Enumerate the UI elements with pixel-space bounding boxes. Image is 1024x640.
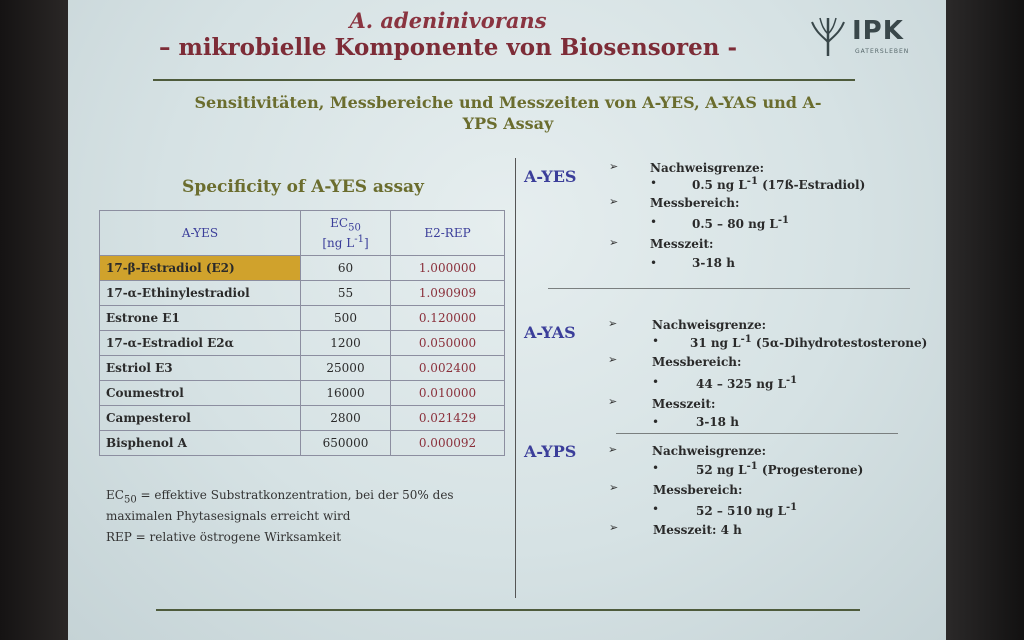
table-row [100,306,505,331]
yes-range-value: 0.5 – 80 ng $L^{-1}$ [692,215,789,231]
rep-value: 0.050000 [391,331,505,356]
yps-time-label: Messzeit: 4 h [653,523,742,537]
bottom-divider [156,609,860,611]
slide-title-line1: A. adeninivorans [349,8,547,33]
table-row [100,381,505,406]
bullet-icon: • [650,256,658,270]
yas-time-value: 3-18 h [696,415,739,429]
compound-name: 17-α-Estradiol E2α [100,331,301,356]
table-row [100,281,505,306]
yes-time-label: Messzeit: [650,237,714,251]
bullet-icon: • [652,375,660,389]
rep-value: 1.090909 [391,281,505,306]
rep-value: 0.120000 [391,306,505,331]
specificity-table [99,210,505,456]
compound-name: 17-α-Ethinylestradiol [100,281,301,306]
rep-value: 0.021429 [391,406,505,431]
table-header-row [100,211,505,256]
assay-label-yas: A-YAS [524,323,576,342]
specificity-title: Specificity of A-YES assay [182,177,424,197]
table-row [100,356,505,381]
top-divider [153,79,855,81]
arrow-icon: ➢ [609,195,619,208]
logo-text: IPK [852,16,904,46]
yes-time-value: 3-18 h [692,256,735,270]
yas-range-value: 44 – 325 ng $L^{-1}$ [696,375,798,391]
compound-name: Bisphenol A [100,431,301,456]
logo-subtext: GATERSLEBEN [855,48,910,55]
arrow-icon: ➢ [608,353,618,366]
ec50-value: 25000 [301,356,391,381]
arrow-icon: ➢ [609,521,619,534]
arrow-icon: ➢ [609,236,619,249]
ec50-value: 16000 [301,381,391,406]
yps-detection-limit-value: 52 ng $L^{-1}$ (Progesterone) [696,461,864,477]
ipk-logo [808,12,932,60]
ec50-value: 2800 [301,406,391,431]
rep-value: 0.010000 [391,381,505,406]
table-row [100,331,505,356]
arrow-icon: ➢ [609,160,619,173]
projection-left-edge [0,0,68,640]
ec50-value: 500 [301,306,391,331]
footnote-rep: REP = relative östrogene Wirksamkeit [106,530,342,544]
subtitle-line2: YPS Assay [462,114,554,133]
arrow-icon: ➢ [608,395,618,408]
projection-right-edge [946,0,1024,640]
rep-value: 0.000092 [391,431,505,456]
ec50-value: 650000 [301,431,391,456]
bullet-icon: • [652,502,660,516]
section-divider [548,288,910,289]
yps-detection-limit-label: Nachweisgrenze: [652,444,767,458]
rep-value: 1.000000 [391,256,505,281]
yas-time-label: Messzeit: [652,397,716,411]
yas-detection-limit-value: 31 ng $L^{-1}$ (5α-Dihydrotestosterone) [690,334,928,350]
yes-detection-limit-label: Nachweisgrenze: [650,161,765,175]
table-row [100,406,505,431]
plant-logo-icon [808,12,848,58]
compound-name: Campesterol [100,406,301,431]
assay-label-yes: A-YES [524,167,577,186]
header-rep: E2-REP [391,211,505,256]
subtitle-line1: Sensitivitäten, Messbereiche und Messzeiten von A-YES, A-YAS und A- [194,93,822,112]
bullet-icon: • [652,415,660,429]
bullet-icon: • [650,215,658,229]
arrow-icon: ➢ [608,317,618,330]
header-compound: A-YES [100,211,301,256]
section-divider [616,433,898,434]
bullet-icon: • [650,176,658,190]
header-ec50: $EC_{50}$ [ng $L^{-1}$] [301,211,391,256]
compound-name: Estriol E3 [100,356,301,381]
yps-range-value: 52 – 510 ng $L^{-1}$ [696,502,798,518]
ec50-value: 1200 [301,331,391,356]
compound-name: 17-β-Estradiol (E2) [100,256,301,281]
ec50-value: 55 [301,281,391,306]
compound-name: Coumestrol [100,381,301,406]
slide [68,0,946,640]
slide-title-line2: – mikrobielle Komponente von Biosensoren - [158,34,738,61]
footnote-ec50: $EC_{50}$ = effektive Substratkonzentration, bei der 50% des maximalen Phytasesignals erreicht wird [106,488,454,524]
table-row [100,431,505,456]
yas-range-label: Messbereich: [652,355,742,369]
yes-range-label: Messbereich: [650,196,740,210]
vertical-divider [515,158,516,598]
arrow-icon: ➢ [608,443,618,456]
bullet-icon: • [652,461,660,475]
yes-detection-limit-value: 0.5 ng $L^{-1}$ (17ß-Estradiol) [692,176,866,192]
slide-subtitle [128,92,888,134]
yps-range-label: Messbereich: [653,483,743,497]
assay-label-yps: A-YPS [524,442,577,461]
table-row [100,256,505,281]
compound-name: Estrone E1 [100,306,301,331]
rep-value: 0.002400 [391,356,505,381]
ec50-value: 60 [301,256,391,281]
yas-detection-limit-label: Nachweisgrenze: [652,318,767,332]
arrow-icon: ➢ [609,481,619,494]
bullet-icon: • [652,334,660,348]
